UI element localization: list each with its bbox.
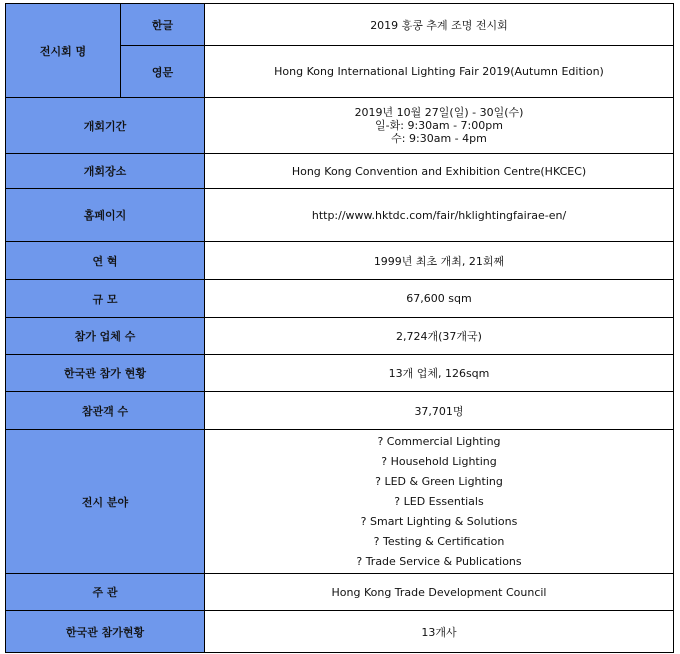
- field-item: ? Trade Service & Publications: [356, 554, 522, 568]
- visitors-header: 참관객 수: [6, 392, 205, 430]
- field-item: ? Household Lighting: [381, 454, 497, 468]
- period-header: 개회기간: [6, 98, 205, 154]
- exhibition-name-header: 전시회 명: [6, 4, 121, 98]
- scale-value: 67,600 sqm: [205, 280, 674, 318]
- period-dates: 2019년 10월 27일(일) - 30일(수): [354, 106, 524, 119]
- scale-header: 규 모: [6, 280, 205, 318]
- organizer-value: Hong Kong Trade Development Council: [205, 574, 674, 611]
- english-name-value: Hong Kong International Lighting Fair 2019(Autumn Edition): [205, 46, 674, 98]
- korea-pavilion-header: 한국관 참가 현황: [6, 355, 205, 392]
- homepage-link[interactable]: http://www.hktdc.com/fair/hklightingfairae-en/: [205, 189, 674, 242]
- exhibitors-value: 2,724개(37개국): [205, 318, 674, 355]
- field-item: ? LED & Green Lighting: [375, 474, 503, 488]
- period-hours-wed: 수: 9:30am - 4pm: [391, 132, 487, 145]
- field-item: ? Testing & Certification: [373, 534, 505, 548]
- history-value: 1999년 최초 개최, 21회째: [205, 242, 674, 280]
- homepage-header: 홈페이지: [6, 189, 205, 242]
- field-item: ? Commercial Lighting: [377, 434, 501, 448]
- exhibitors-header: 참가 업체 수: [6, 318, 205, 355]
- exhibition-info-table: [5, 3, 674, 653]
- korea-participation-value: 13개사: [205, 611, 674, 653]
- field-item: ? LED Essentials: [394, 494, 484, 508]
- venue-header: 개회장소: [6, 154, 205, 189]
- field-item: ? Smart Lighting & Solutions: [360, 514, 518, 528]
- korea-participation-header: 한국관 참가현황: [6, 611, 205, 653]
- english-name-header: 영문: [121, 46, 205, 98]
- organizer-header: 주 관: [6, 574, 205, 611]
- history-header: 연 혁: [6, 242, 205, 280]
- venue-value: Hong Kong Convention and Exhibition Centre(HKCEC): [205, 154, 674, 189]
- korean-name-header: 한글: [121, 4, 205, 46]
- fields-header: 전시 분야: [6, 430, 205, 574]
- korea-pavilion-value: 13개 업체, 126sqm: [205, 355, 674, 392]
- visitors-value: 37,701명: [205, 392, 674, 430]
- fields-list: [205, 430, 674, 574]
- period-value: [205, 98, 674, 154]
- period-hours-sun-tue: 일-화: 9:30am - 7:00pm: [375, 119, 503, 132]
- korean-name-value: 2019 홍콩 추계 조명 전시회: [205, 4, 674, 46]
